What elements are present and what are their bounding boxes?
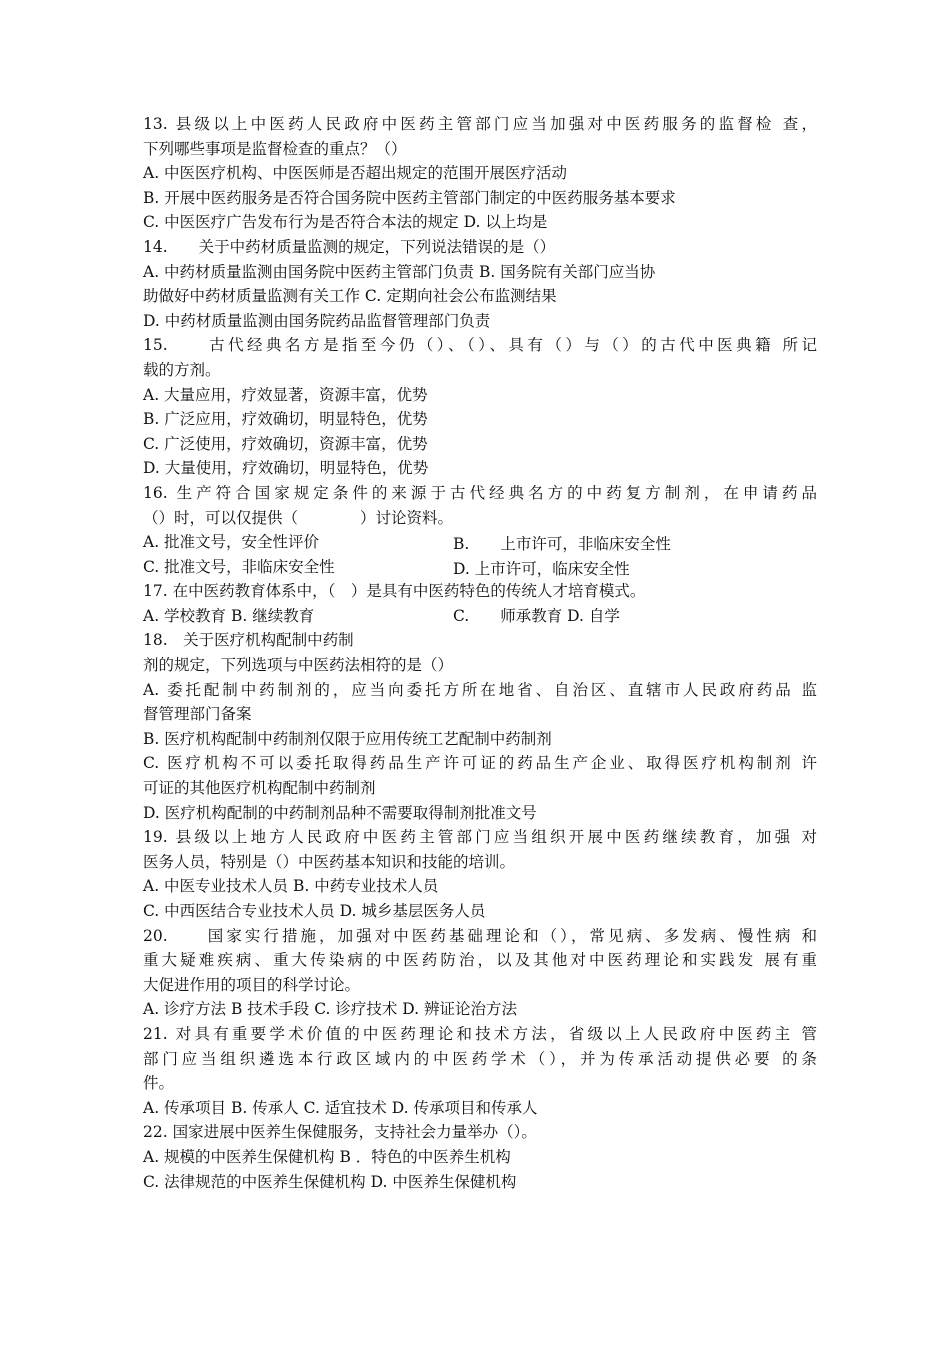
q16-line-2: （）时，可以仅提供（ ）讨论资料。 — [143, 508, 454, 527]
q13-line-2: 下列哪些事项是监督检查的重点？（） — [143, 139, 407, 158]
q16-options-row-1 — [143, 530, 817, 555]
q15-option-b: B. 广泛应用，疗效确切，明显特色，优势 — [143, 410, 428, 429]
q21-line-2: 部门应当组织遴选本行政区域内的中医药学术（），并为传承活动提供必要 的条 — [143, 1049, 817, 1068]
q18-option-c-2: 可证的其他医疗机构配制中药制剂 — [143, 779, 376, 798]
q19-option-ab: A. 中医专业技术人员 B. 中药专业技术人员 — [143, 877, 439, 896]
q15-option-c: C. 广泛使用，疗效确切，资源丰富，优势 — [143, 434, 428, 453]
q17-option-cd: C. 师承教育 D. 自学 — [453, 606, 620, 625]
q16-line-1: 16. 生产符合国家规定条件的来源于古代经典名方的中药复方制剂，在申请药品 — [143, 483, 817, 502]
q15-option-a: A. 大量应用，疗效显著，资源丰富，优势 — [143, 385, 428, 404]
q14-line-1: 14. 关于中药材质量监测的规定，下列说法错误的是（） — [143, 237, 556, 256]
q18-option-b: B. 医疗机构配制中药制剂仅限于应用传统工艺配制中药制剂 — [143, 729, 552, 748]
q20-line-2: 重大疑难疾病、重大传染病的中医药防治，以及其他对中医药理论和实践发 展有重 — [143, 951, 817, 970]
q17-options-row — [143, 604, 817, 629]
q14-option-ab: A. 中药材质量监测由国务院中医药主管部门负责 B. 国务院有关部门应当协 — [143, 262, 656, 281]
q18-line-1: 18. 关于医疗机构配制中药制 — [143, 631, 354, 650]
q21-line-3: 件。 — [143, 1074, 175, 1093]
q16-option-d: D. 上市许可，临床安全性 — [453, 559, 630, 578]
q20-options: A. 诊疗方法 B 技术手段 C. 诊疗技术 D. 辨证论治方法 — [143, 1000, 518, 1019]
q16-option-c: C. 批准文号，非临床安全性 — [143, 557, 335, 576]
q22-line-1: 22. 国家进展中医养生保健服务，支持社会力量举办（）。 — [143, 1123, 537, 1142]
q18-option-d: D. 医疗机构配制的中药制剂品种不需要取得制剂批准文号 — [143, 803, 537, 822]
q13-option-b: B. 开展中医药服务是否符合国务院中医药主管部门制定的中医药服务基本要求 — [143, 188, 676, 207]
q15-option-d: D. 大量使用，疗效确切，明显特色，优势 — [143, 459, 429, 478]
q15-line-2: 载的方剂。 — [143, 360, 221, 379]
q20-line-1: 20. 国家实行措施，加强对中医药基础理论和（），常见病、多发病、慢性病 和 — [143, 926, 817, 945]
q19-line-1: 19. 县级以上地方人民政府中医药主管部门应当组织开展中医药继续教育，加强 对 — [143, 828, 817, 847]
q18-option-a-1: A. 委托配制中药制剂的，应当向委托方所在地省、自治区、直辖市人民政府药品 监 — [143, 680, 817, 699]
q14-option-c: 助做好中药材质量监测有关工作 C. 定期向社会公布监测结果 — [143, 287, 557, 306]
q18-line-2: 剂的规定，下列选项与中医药法相符的是（） — [143, 656, 454, 675]
q16-options-row-2 — [143, 555, 817, 580]
q13-option-a: A. 中医医疗机构、中医医师是否超出规定的范围开展医疗活动 — [143, 164, 568, 183]
q22-option-cd: C. 法律规范的中医养生保健机构 D. 中医养生保健机构 — [143, 1172, 517, 1191]
q17-line-1: 17. 在中医药教育体系中，（ ）是具有中医药特色的传统人才培育模式。 — [143, 582, 646, 601]
q13-line-1: 13. 县级以上中医药人民政府中医药主管部门应当加强对中医药服务的监督检 查， — [143, 115, 817, 133]
q18-option-a-2: 督管理部门备案 — [143, 705, 252, 724]
q14-option-d: D. 中药材质量监测由国务院药品监督管理部门负责 — [143, 311, 491, 330]
document-page — [143, 112, 817, 1194]
q21-line-1: 21. 对具有重要学术价值的中医药理论和技术方法，省级以上人民政府中医药主 管 — [143, 1024, 817, 1043]
q22-option-ab: A. 规模的中医养生保健机构 B ．特色的中医养生机构 — [143, 1147, 511, 1166]
q19-option-cd: C. 中西医结合专业技术人员 D. 城乡基层医务人员 — [143, 902, 486, 920]
q19-line-2: 医务人员，特别是（）中医药基本知识和技能的培训。 — [143, 852, 516, 871]
q16-option-a: A. 批准文号，安全性评价 — [143, 533, 320, 552]
q15-line-1: 15. 古代经典名方是指至今仍（）、（）、具有（）与（）的古代中医典籍 所记 — [143, 336, 817, 355]
q21-options: A. 传承项目 B. 传承人 C. 适宜技术 D. 传承项目和传承人 — [143, 1098, 538, 1117]
q13-option-cd: C. 中医医疗广告发布行为是否符合本法的规定 D. 以上均是 — [143, 213, 548, 232]
q16-option-b: B. 上市许可，非临床安全性 — [453, 535, 671, 554]
q18-option-c-1: C. 医疗机构不可以委托取得药品生产许可证的药品生产企业、取得医疗机构制剂 许 — [143, 754, 817, 773]
q20-line-3: 大促进作用的项目的科学讨论。 — [143, 975, 361, 994]
q17-option-ab: A. 学校教育 B. 继续教育 — [143, 606, 315, 625]
